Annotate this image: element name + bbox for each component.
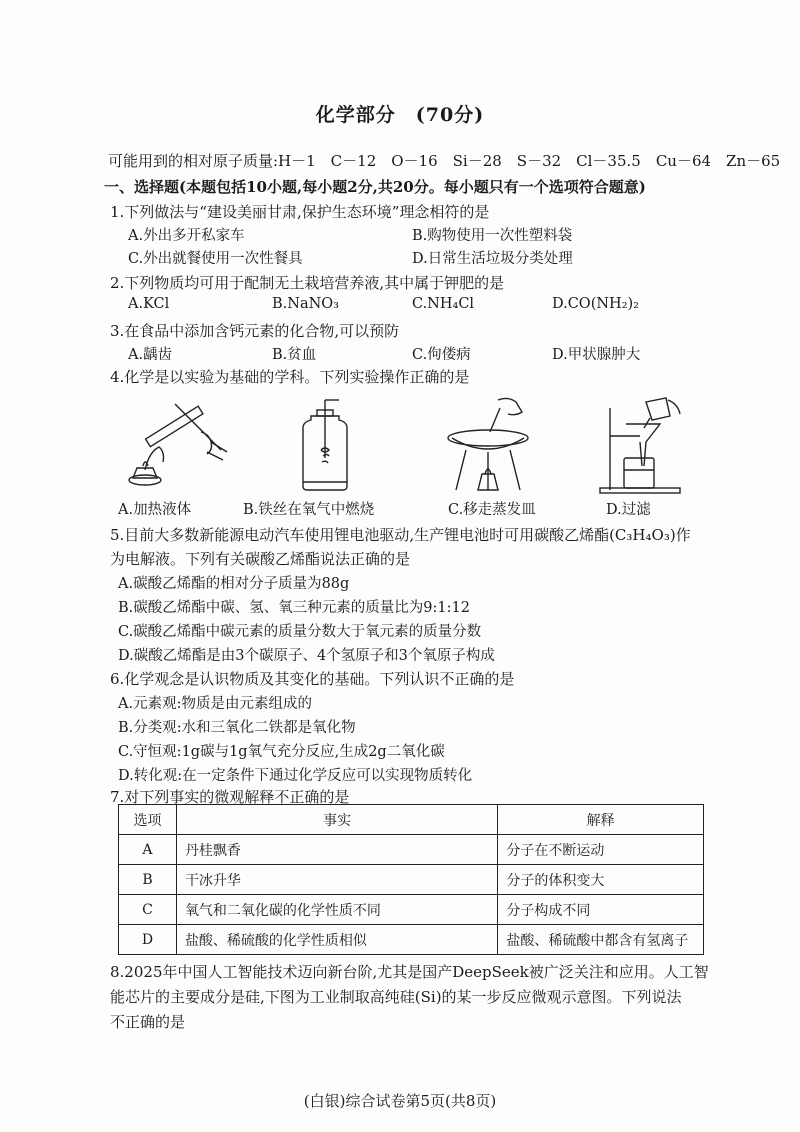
q2-stem: 2.下列物质均可用于配制无土栽培营养液,其中属于钾肥的是: [110, 274, 505, 292]
q7-stem: 7.对下列事实的微观解释不正确的是: [110, 788, 350, 806]
table-row: [119, 835, 704, 865]
table-cell: 干冰升华: [176, 865, 497, 895]
table-header: 事实: [176, 805, 497, 835]
q1-option-d: D.日常生活垃圾分类处理: [412, 251, 573, 267]
q7-table: [118, 804, 704, 955]
q4-stem: 4.化学是以实验为基础的学科。下列实验操作正确的是: [110, 368, 470, 386]
table-row: [119, 865, 704, 895]
heating-liquid-figure: [115, 392, 235, 492]
q5-stem-line1: 5.目前大多数新能源电动汽车使用锂电池驱动,生产锂电池时可用碳酸乙烯酯(C₃H₄O₃)作: [110, 526, 691, 544]
q5-option-a: A.碳酸乙烯酯的相对分子质量为88g: [118, 576, 350, 592]
section-heading: 一、选择题(本题包括10小题,每小题2分,共20分。每小题只有一个选项符合题意): [104, 178, 646, 196]
iron-wire-burning-figure: [295, 398, 355, 494]
q2-option-b: B.NaNO₃: [272, 296, 339, 312]
q3-option-c: C.佝偻病: [412, 347, 471, 363]
atomic-masses: 可能用到的相对原子质量:H－1 C－12 O－16 Si－28 S－32 Cl－35.5 Cu－64 Zn－65: [108, 152, 781, 170]
q6-option-a: A.元素观:物质是由元素组成的: [118, 696, 312, 712]
q2-option-d: D.CO(NH₂)₂: [552, 296, 639, 312]
table-cell: B: [119, 865, 177, 895]
q4-option-b: B.铁丝在氧气中燃烧: [243, 502, 375, 518]
q6-option-b: B.分类观:水和三氧化二铁都是氧化物: [118, 720, 356, 736]
q5-option-c: C.碳酸乙烯酯中碳元素的质量分数大于氧元素的质量分数: [118, 624, 482, 640]
q3-option-a: A.龋齿: [128, 347, 173, 363]
q8-stem-line3: 不正确的是: [110, 1013, 186, 1031]
q1-stem: 1.下列做法与“建设美丽甘肃,保护生态环境”理念相符的是: [110, 203, 490, 221]
table-header: 解释: [498, 805, 704, 835]
q5-option-d: D.碳酸乙烯酯是由3个碳原子、4个氢原子和3个氧原子构成: [118, 648, 495, 664]
q2-option-a: A.KCl: [128, 296, 170, 312]
table-cell: D: [119, 925, 177, 955]
q1-option-b: B.购物使用一次性塑料袋: [412, 228, 573, 244]
q5-stem-line2: 为电解液。下列有关碳酸乙烯酯说法正确的是: [110, 550, 411, 568]
section-title: 化学部分 (70分): [315, 104, 485, 126]
table-cell: 氧气和二氧化碳的化学性质不同: [176, 895, 497, 925]
q6-option-c: C.守恒观:1g碳与1g氧气充分反应,生成2g二氧化碳: [118, 744, 445, 760]
q3-option-b: B.贫血: [272, 347, 317, 363]
q4-option-c: C.移走蒸发皿: [448, 502, 536, 518]
page-footer: (白银)综合试卷第5页(共8页): [303, 1092, 497, 1110]
q1-option-c: C.外出就餐使用一次性餐具: [128, 251, 303, 267]
table-cell: 分子在不断运动: [498, 835, 704, 865]
q8-stem-line1: 8.2025年中国人工智能技术迈向新台阶,尤其是国产DeepSeek被广泛关注和应用。人工智: [110, 963, 709, 981]
table-header-row: [119, 805, 704, 835]
q1-option-a: A.外出多开私家车: [128, 228, 245, 244]
filtration-figure: [596, 396, 686, 496]
table-header: 选项: [119, 805, 177, 835]
q4-option-d: D.过滤: [606, 502, 651, 518]
table-cell: 丹桂飘香: [176, 835, 497, 865]
table-cell: C: [119, 895, 177, 925]
table-cell: 盐酸、稀硫酸中都含有氢离子: [498, 925, 704, 955]
q6-option-d: D.转化观:在一定条件下通过化学反应可以实现物质转化: [118, 768, 473, 784]
q3-stem: 3.在食品中添加含钙元素的化合物,可以预防: [110, 322, 400, 340]
table-row: [119, 895, 704, 925]
table-cell: 分子的体积变大: [498, 865, 704, 895]
evaporating-dish-figure: [438, 394, 538, 498]
table-row: [119, 925, 704, 955]
table-cell: 分子构成不同: [498, 895, 704, 925]
q4-option-a: A.加热液体: [118, 502, 192, 518]
q8-stem-line2: 能芯片的主要成分是硅,下图为工业制取高纯硅(Si)的某一步反应微观示意图。下列说法: [110, 988, 682, 1006]
q3-option-d: D.甲状腺肿大: [552, 347, 641, 363]
table-cell: 盐酸、稀硫酸的化学性质相似: [176, 925, 497, 955]
q5-option-b: B.碳酸乙烯酯中碳、氢、氧三种元素的质量比为9:1:12: [118, 600, 470, 616]
q2-option-c: C.NH₄Cl: [412, 296, 475, 312]
q6-stem: 6.化学观念是认识物质及其变化的基础。下列认识不正确的是: [110, 670, 515, 688]
table-cell: A: [119, 835, 177, 865]
